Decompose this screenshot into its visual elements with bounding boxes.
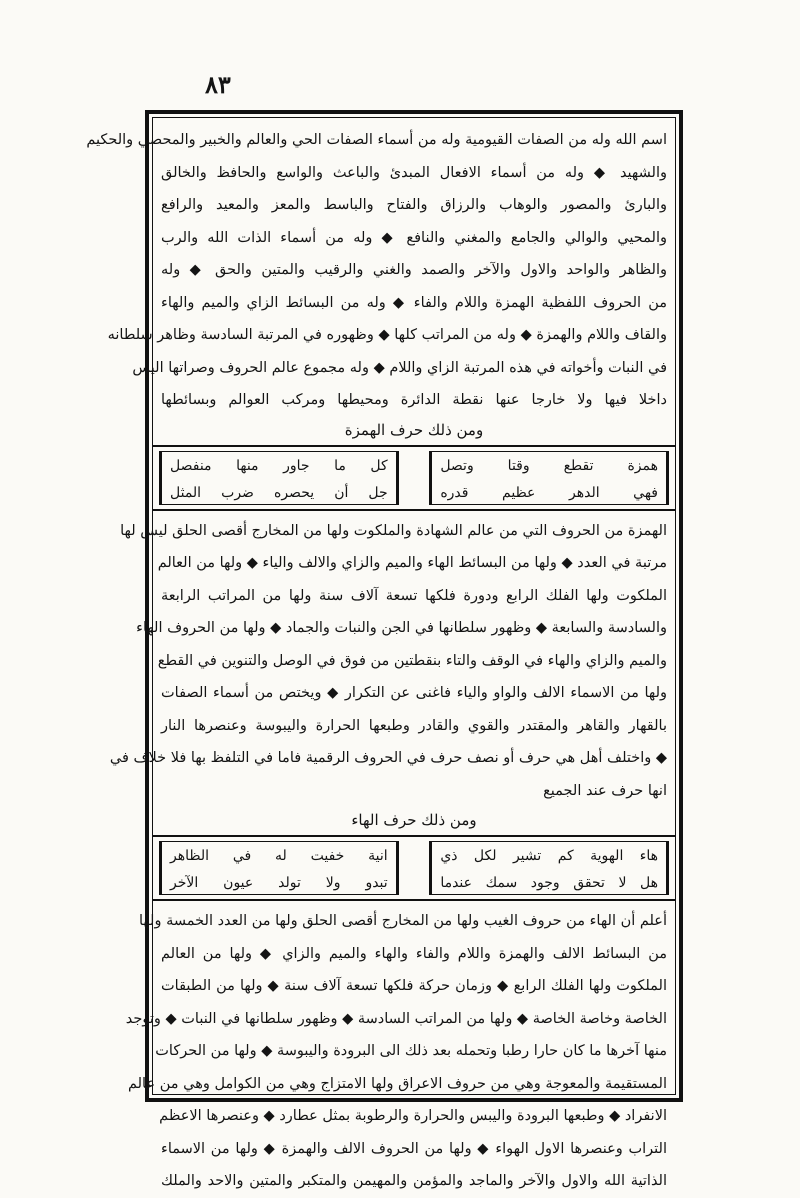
text-line: من البسائط الالف والهمزة واللام والفاء والهاء والميم والزاي ◆ ولها من العالم	[161, 945, 667, 962]
verse-box-ha	[153, 835, 675, 901]
verse-right-column	[429, 841, 669, 895]
text-line: الذاتية الله والاول والآخر والماجد والمؤمن والمهيمن والمتكبر والمتين والاحد والملك	[161, 1173, 667, 1189]
verse-right-column	[429, 451, 669, 505]
verse-line: جل أن يحصره ضرب المثل	[170, 484, 388, 501]
text-line: والظاهر والواحد والاول والآخر والصمد والغني والرقيب والمتين والحق ◆ وله	[161, 262, 667, 278]
section-heading-ha: ومن ذلك حرف الهاء	[351, 811, 477, 829]
text-line: الملكوت ولها الفلك الرابع ودورة فلكها تسعة آلاف سنة ولها من المراتب الرابعة	[161, 587, 667, 604]
verse-line: هل لا تحقق وجود سمك عندما	[440, 875, 658, 891]
text-line: ولها من الاسماء الالف والواو والياء فاغنى عن التكرار ◆ ويختص من أسماء الصفات	[161, 685, 667, 701]
verse-left-column	[159, 841, 399, 895]
text-line: والشهيد ◆ وله من أسماء الافعال المبدئ والباعث والواسع والحافظ والخالق	[161, 164, 667, 181]
text-line: والمحيي والوالي والجامع والمغني والنافع ◆ وله من أسماء الذات الله والرب	[161, 229, 667, 246]
verse-line: تبدو ولا تولد عيون الآخر	[170, 875, 388, 891]
text-line: منها آخرها ما كان حارا رطبا وتحمله بعد ذلك الى البرودة واليبوسة ◆ ولها من الحركات	[155, 1043, 667, 1059]
text-line: الملكوت ولها الفلك الرابع ◆ وزمان حركة فلكها تسعة آلاف سنة ◆ ولها من الطبقات	[161, 978, 667, 994]
text-line: والقاف واللام والهمزة ◆ وله من المراتب كلها ◆ وظهوره في المرتبة السادسة وظاهر سلطانه	[107, 327, 667, 343]
text-line: مرتبة في العدد ◆ ولها من البسائط الهاء والميم والزاي والالف والياء ◆ ولها من العالم	[157, 555, 667, 571]
section-heading-hamza: ومن ذلك حرف الهمزة	[344, 420, 484, 439]
section-paragraph-3	[125, 905, 667, 1198]
section-paragraph-2	[109, 515, 667, 808]
verse-box-hamza	[153, 445, 675, 511]
page-number: ٨٣	[205, 70, 231, 99]
text-line: في النبات وأخواته في هذه المرتبة الزاي واللام ◆ وله مجموع عالم الحروف وصراتها اليس	[132, 359, 667, 376]
text-line: من الحروف اللفظية الهمزة واللام والفاء ◆ وله من البسائط الزاي والميم والهاء	[161, 294, 667, 311]
verse-line: فهي الدهر عظيم قدره	[440, 484, 658, 501]
text-line: الانفراد ◆ وطبعها البرودة واليبس والحرارة والرطوبة بمثل عطارد ◆ وعنصرها الاعظم	[159, 1108, 667, 1124]
text-line: أعلم أن الهاء من حروف الغيب ولها من المخارج أقصى الحلق ولها من العدد الخمسة ولها	[138, 913, 667, 929]
text-line: الهمزة من الحروف التي من عالم الشهادة والملكوت ولها من المخارج أقصى الحلق ليس لها	[120, 522, 667, 539]
verse-line: انية خفيت له في الظاهر	[170, 848, 388, 864]
verse-left-column	[159, 451, 399, 505]
text-line: المستقيمة والمعوجة وهي من حروف الاعراق ولها الامتزاج وهي من الكوامل وهي من عالم	[127, 1075, 667, 1092]
page-content	[86, 117, 676, 1189]
text-line: التراب وعنصرها الاول الهواء ◆ ولها من الحروف الالف والهمزة ◆ ولها من الاسماء	[161, 1140, 667, 1157]
text-line: بالقهار والقاهر والمقتدر والقوي والقادر وطبعها الحرارة واليبوسة وعنصرها النار	[161, 717, 667, 734]
text-line: اسم الله وله من الصفات القيومية وله من أسماء الصفات الحي والعالم والخبير والمحصي والحكيم	[86, 132, 667, 148]
verse-line: همزة تقطع وقتا وتصل	[440, 457, 658, 474]
text-line: الخاصة وخاصة الخاصة ◆ ولها من المراتب السادسة ◆ وظهور سلطانها في النبات ◆ وتوجد	[125, 1010, 667, 1027]
text-line: والميم والزاي والهاء في الوقف والتاء بنقطتين من فوق في الوصل والتنوين في القطع	[157, 652, 667, 669]
verse-line: كل ما جاور منها منفصل	[170, 457, 388, 474]
text-line-last: انها حرف عند الجميع	[543, 782, 667, 799]
verse-line: هاء الهوية كم تشير لكل ذي	[440, 848, 658, 864]
text-line: داخلا فيها ولا خارجا عنها نقطة الدائرة ومحيطها ومركب العوالم وبسائطها	[161, 392, 667, 408]
text-line: والسادسة والسابعة ◆ وظهور سلطانها في الجن والنبات والجماد ◆ ولها من الحروف الهاء	[136, 620, 667, 636]
text-line: ◆ واختلف أهل هي حرف أو نصف حرف في الحروف الرقمية فاما في التلفظ بها فلا خلاف في	[109, 750, 667, 766]
text-line: والبارئ والمصور والوهاب والرزاق والفتاح والباسط والمعز والمعيد والرافع	[161, 197, 667, 213]
section-paragraph-1	[86, 124, 667, 417]
page-frame	[86, 110, 683, 1189]
